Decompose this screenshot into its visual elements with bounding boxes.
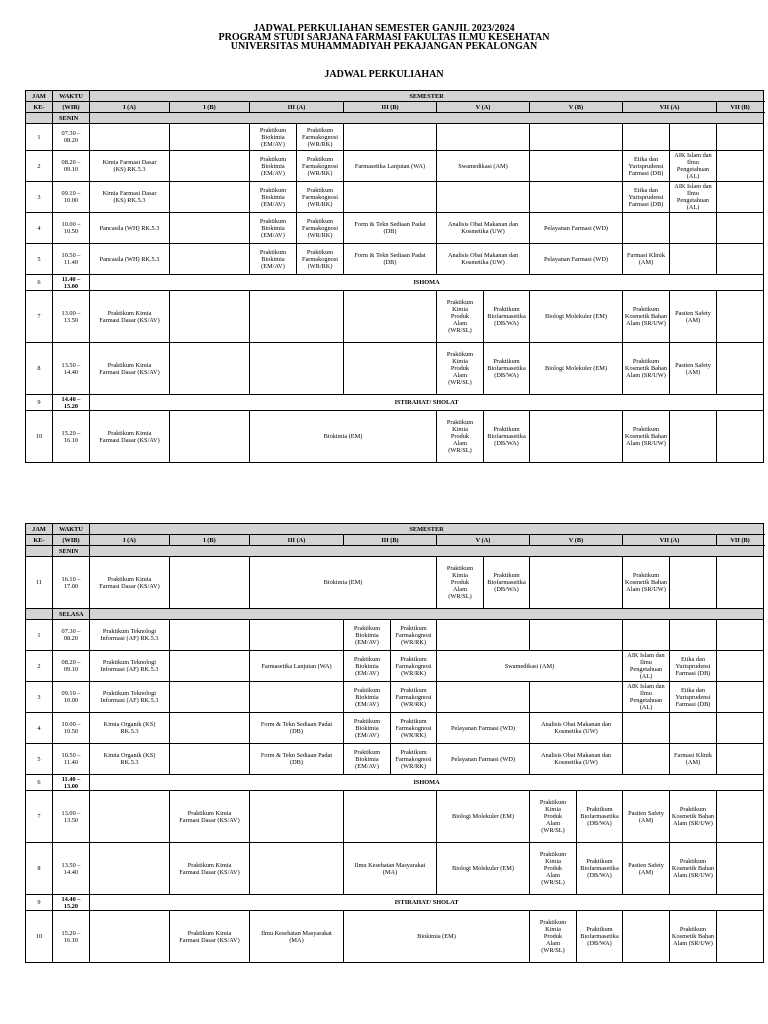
waktu-cell: 10.50 – 11.40 xyxy=(53,744,90,775)
course-cell: Etika dan Yurisprudensi Farmasi (DB) xyxy=(623,182,670,213)
break-row xyxy=(26,775,764,791)
empty-cell xyxy=(344,343,437,395)
course-cell: Biologi Molekuler (EM) xyxy=(530,291,623,343)
course-cell: Farmasetika Lanjutan (WA) xyxy=(344,151,437,182)
break-row xyxy=(26,275,764,291)
waktu-cell: 13.50 – 14.40 xyxy=(53,343,90,395)
course-cell: Farmasi Klinik (AM) xyxy=(623,244,670,275)
course-cell: Praktikum Farmakognosi (WR/RK) xyxy=(297,124,344,151)
course-cell: Praktikum Kimia Farmasi Dasar (KS/AV) xyxy=(170,791,250,843)
empty-cell xyxy=(670,713,717,744)
empty-cell xyxy=(717,911,764,963)
empty-cell xyxy=(170,151,250,182)
empty-cell xyxy=(344,791,437,843)
course-cell: Analisis Obat Makanan dan Kosmetika (UW) xyxy=(437,213,530,244)
waktu-header: WAKTU xyxy=(53,524,90,535)
empty-cell xyxy=(717,182,764,213)
empty-cell xyxy=(344,124,437,151)
jam-cell: 6 xyxy=(26,275,53,291)
empty-cell xyxy=(170,213,250,244)
waktu-cell: 11.40 – 13.00 xyxy=(53,775,90,791)
table-row xyxy=(26,411,764,463)
semester-col-header: III (B) xyxy=(344,535,437,546)
empty-cell xyxy=(170,620,250,651)
course-cell: Praktikum Kimia Farmasi Dasar (KS/AV) xyxy=(90,557,170,609)
semester-col-header: V (A) xyxy=(437,535,530,546)
course-cell: Kimia Organik (KS) RK.5.3 xyxy=(90,744,170,775)
empty-cell xyxy=(623,713,670,744)
empty-cell xyxy=(90,843,170,895)
break-label: ISTIRAHAT/ SHOLAT xyxy=(90,895,764,911)
empty-cell xyxy=(717,791,764,843)
course-cell: Praktikum Kimia Farmasi Dasar (KS/AV) xyxy=(90,343,170,395)
header-row xyxy=(26,102,764,113)
empty-cell xyxy=(670,124,717,151)
day-fill xyxy=(90,113,764,124)
jam-cell: 1 xyxy=(26,124,53,151)
empty-cell xyxy=(437,182,530,213)
semester-col-header: VII (B) xyxy=(717,102,764,113)
empty-cell xyxy=(717,213,764,244)
jam-cell: 2 xyxy=(26,651,53,682)
jam-cell: 8 xyxy=(26,343,53,395)
course-cell: Praktikum Farmakognosi (WR/RK) xyxy=(391,744,437,775)
waktu-cell: 14.40 – 15.20 xyxy=(53,895,90,911)
course-cell: Praktikum Farmakognosi (WR/RK) xyxy=(297,151,344,182)
course-cell: Biologi Molekuler (EM) xyxy=(437,791,530,843)
day-spacer xyxy=(26,609,53,620)
course-cell: Praktikum Kimia Farmasi Dasar (KS/AV) xyxy=(170,843,250,895)
empty-cell xyxy=(170,682,250,713)
day-spacer xyxy=(26,546,53,557)
waktu-header: WAKTU xyxy=(53,91,90,102)
course-cell: Etika dan Yurisprudensi Farmasi (DB) xyxy=(670,682,717,713)
course-cell: Praktikum Biokimia (EM/AV) xyxy=(344,744,391,775)
course-cell: Ilmu Kesehatan Masyarakat (MA) xyxy=(250,911,344,963)
course-cell: Farmasi Klinik (AM) xyxy=(670,744,717,775)
table-row xyxy=(26,213,764,244)
title-line-2: PROGRAM STUDI SARJANA FARMASI FAKULTAS ILMU KESEHATAN xyxy=(218,32,550,43)
semester-col-header: V (B) xyxy=(530,102,623,113)
course-cell: Praktikum Kimia Farmasi Dasar (KS/AV) xyxy=(90,411,170,463)
semester-col-header: III (A) xyxy=(250,535,344,546)
semester-col-header: VII (A) xyxy=(623,102,717,113)
empty-cell xyxy=(250,682,344,713)
empty-cell xyxy=(717,620,764,651)
empty-cell xyxy=(530,682,623,713)
jam-cell: 7 xyxy=(26,291,53,343)
empty-cell xyxy=(530,620,623,651)
table-row xyxy=(26,791,764,843)
table-row xyxy=(26,124,764,151)
empty-cell xyxy=(344,182,437,213)
empty-cell xyxy=(530,124,623,151)
jam-header: JAM xyxy=(26,524,53,535)
empty-cell xyxy=(530,411,623,463)
empty-cell xyxy=(344,291,437,343)
break-label: ISTIRAHAT/ SHOLAT xyxy=(90,395,764,411)
empty-cell xyxy=(717,244,764,275)
empty-cell xyxy=(170,713,250,744)
course-cell: Praktikum Biofarmasetika (DB/WA) xyxy=(577,843,623,895)
empty-cell xyxy=(717,651,764,682)
jam-cell: 4 xyxy=(26,213,53,244)
empty-cell xyxy=(717,713,764,744)
empty-cell xyxy=(250,343,344,395)
course-cell: Praktikum Teknologi Informasi (AF) RK.5.3 xyxy=(90,651,170,682)
course-cell: Praktikum Biofarmasetika (DB/WA) xyxy=(484,557,530,609)
course-cell: Biologi Molekuler (EM) xyxy=(437,843,530,895)
course-cell: Pelayanan Farmasi (WD) xyxy=(530,213,623,244)
empty-cell xyxy=(717,744,764,775)
empty-cell xyxy=(250,843,344,895)
course-cell: Pelayanan Farmasi (WD) xyxy=(437,713,530,744)
course-cell: Pastien Safety (AM) xyxy=(670,291,717,343)
course-cell: Praktikum Teknologi Informasi (AF) RK.5.3 xyxy=(90,620,170,651)
day-row xyxy=(26,113,764,124)
wib-header: (WIB) xyxy=(53,102,90,113)
empty-cell xyxy=(717,151,764,182)
break-label: ISHOMA xyxy=(90,275,764,291)
course-cell: Biologi Molekuler (EM) xyxy=(530,343,623,395)
course-cell: Praktikum Kosmetik Bahan Alam (SR/UW) xyxy=(623,343,670,395)
table-row xyxy=(26,713,764,744)
empty-cell xyxy=(250,620,344,651)
empty-cell xyxy=(717,343,764,395)
waktu-cell: 10.50 – 11.40 xyxy=(53,244,90,275)
course-cell: Praktikum Farmakognosi (WR/RK) xyxy=(391,620,437,651)
course-cell: Analisis Obat Makanan dan Kosmetika (UW) xyxy=(530,713,623,744)
empty-cell xyxy=(170,651,250,682)
empty-cell xyxy=(170,244,250,275)
waktu-cell: 10.00 – 10.50 xyxy=(53,713,90,744)
semester-col-header: V (A) xyxy=(437,102,530,113)
break-label: ISHOMA xyxy=(90,775,764,791)
course-cell: Praktikum Kimia Produk Alam (WR/SL) xyxy=(437,291,484,343)
schedule-table-1 xyxy=(25,90,764,463)
waktu-cell: 16.10 – 17.00 xyxy=(53,557,90,609)
wib-header: (WIB) xyxy=(53,535,90,546)
jam-cell: 5 xyxy=(26,244,53,275)
course-cell: Etika dan Yurisprudensi Farmasi (DB) xyxy=(623,151,670,182)
day-spacer xyxy=(26,113,53,124)
jam-cell: 10 xyxy=(26,911,53,963)
course-cell: Praktikum Kimia Produk Alam (WR/SL) xyxy=(530,791,577,843)
empty-cell xyxy=(530,557,623,609)
course-cell: Pelayanan Farmasi (WD) xyxy=(530,244,623,275)
table-row xyxy=(26,151,764,182)
empty-cell xyxy=(717,843,764,895)
empty-cell xyxy=(670,411,717,463)
course-cell: Pastien Safety (AM) xyxy=(623,791,670,843)
jam-cell: 4 xyxy=(26,713,53,744)
jam-cell: 3 xyxy=(26,682,53,713)
course-cell: Praktikum Kosmetik Bahan Alam (SR/UW) xyxy=(670,911,717,963)
course-cell: Praktikum Kimia Produk Alam (WR/SL) xyxy=(530,911,577,963)
empty-cell xyxy=(170,182,250,213)
waktu-cell: 15.20 – 16.10 xyxy=(53,911,90,963)
header-row xyxy=(26,91,764,102)
waktu-cell: 10.00 – 10.50 xyxy=(53,213,90,244)
empty-cell xyxy=(623,124,670,151)
empty-cell xyxy=(623,911,670,963)
jam-cell: 9 xyxy=(26,395,53,411)
semester-header: SEMESTER xyxy=(90,524,764,535)
course-cell: Praktikum Farmakognosi (WR/RK) xyxy=(391,682,437,713)
empty-cell xyxy=(250,791,344,843)
course-cell: Praktikum Biokimia (EM/AV) xyxy=(344,651,391,682)
schedule-subtitle: JADWAL PERKULIAHAN xyxy=(324,69,444,80)
waktu-cell: 13.00 – 13.50 xyxy=(53,791,90,843)
waktu-cell: 13.50 – 14.40 xyxy=(53,843,90,895)
course-cell: Praktikum Biokimia (EM/AV) xyxy=(344,620,391,651)
semester-col-header: III (A) xyxy=(250,102,344,113)
empty-cell xyxy=(170,557,250,609)
document-title xyxy=(0,24,768,51)
table-row xyxy=(26,651,764,682)
course-cell: Kimia Farmasi Dasar (KS) RK.5.3 xyxy=(90,182,170,213)
course-cell: Praktikum Farmakognosi (WR/RK) xyxy=(297,213,344,244)
day-row xyxy=(26,546,764,557)
jam-cell: 6 xyxy=(26,775,53,791)
course-cell: Praktikum Biofarmasetika (DB/WA) xyxy=(484,291,530,343)
course-cell: Pastien Safety (AM) xyxy=(670,343,717,395)
course-cell: Swamedikasi (AM) xyxy=(437,151,530,182)
ke-header: KE- xyxy=(26,102,53,113)
course-cell: Pelayanan Farmasi (WD) xyxy=(437,744,530,775)
empty-cell xyxy=(670,620,717,651)
waktu-cell: 07.30 – 08.20 xyxy=(53,124,90,151)
course-cell: Praktikum Farmakognosi (WR/RK) xyxy=(297,244,344,275)
table-row xyxy=(26,557,764,609)
course-cell: Praktikum Kimia Farmasi Dasar (KS/AV) xyxy=(170,911,250,963)
course-cell: Praktikum Kimia Produk Alam (WR/SL) xyxy=(437,411,484,463)
empty-cell xyxy=(170,291,250,343)
jam-cell: 2 xyxy=(26,151,53,182)
waktu-cell: 08.20 – 09.10 xyxy=(53,151,90,182)
table-row xyxy=(26,843,764,895)
course-cell: Kimia Organik (KS) RK.5.3 xyxy=(90,713,170,744)
course-cell: Praktikum Biofarmasetika (DB/WA) xyxy=(577,791,623,843)
empty-cell xyxy=(170,343,250,395)
jam-cell: 9 xyxy=(26,895,53,911)
jam-cell: 11 xyxy=(26,557,53,609)
day-name: SELASA xyxy=(53,609,90,620)
empty-cell xyxy=(670,557,717,609)
empty-cell xyxy=(717,682,764,713)
empty-cell xyxy=(170,411,250,463)
course-cell: Praktikum Kimia Produk Alam (WR/SL) xyxy=(437,557,484,609)
table-row xyxy=(26,182,764,213)
course-cell: Praktikum Farmakognosi (WR/RK) xyxy=(391,713,437,744)
title-line-3: UNIVERSITAS MUHAMMADIYAH PEKAJANGAN PEKALONGAN xyxy=(230,41,538,52)
semester-col-header: I (A) xyxy=(90,102,170,113)
course-cell: Praktikum Biokimia (EM/AV) xyxy=(344,713,391,744)
schedule-table-2 xyxy=(25,523,764,963)
course-cell: AIK Islam dan Ilmu Pengetahuan (AL) xyxy=(670,151,717,182)
jam-cell: 1 xyxy=(26,620,53,651)
empty-cell xyxy=(717,557,764,609)
break-row xyxy=(26,395,764,411)
empty-cell xyxy=(437,682,530,713)
empty-cell xyxy=(90,911,170,963)
semester-col-header: V (B) xyxy=(530,535,623,546)
course-cell: Analisis Obat Makanan dan Kosmetika (UW) xyxy=(530,744,623,775)
course-cell: Pastien Safety (AM) xyxy=(623,843,670,895)
course-cell: Praktikum Biofarmasetika (DB/WA) xyxy=(577,911,623,963)
table-row xyxy=(26,291,764,343)
course-cell: Ilmu Kesehatan Masyarakat (MA) xyxy=(344,843,437,895)
course-cell: Farmasetika Lanjutan (WA) xyxy=(250,651,344,682)
empty-cell xyxy=(670,213,717,244)
table-row xyxy=(26,682,764,713)
course-cell: Kimia Farmasi Dasar (KS) RK.5.3 xyxy=(90,151,170,182)
ke-header: KE- xyxy=(26,535,53,546)
course-cell: Praktikum Biofarmasetika (DB/WA) xyxy=(484,343,530,395)
empty-cell xyxy=(170,744,250,775)
semester-col-header: I (B) xyxy=(170,102,250,113)
empty-cell xyxy=(530,151,623,182)
empty-cell xyxy=(530,182,623,213)
table-row xyxy=(26,343,764,395)
jam-cell: 8 xyxy=(26,843,53,895)
course-cell: AIK Islam dan Ilmu Pengetahuan (AL) xyxy=(623,651,670,682)
semester-col-header: VII (B) xyxy=(717,535,764,546)
course-cell: Praktikum Biokimia (EM/AV) xyxy=(250,124,297,151)
course-cell: AIK Islam dan Ilmu Pengetahuan (AL) xyxy=(623,682,670,713)
empty-cell xyxy=(250,291,344,343)
empty-cell xyxy=(717,124,764,151)
course-cell: Praktikum Kosmetik Bahan Alam (SR/UW) xyxy=(623,411,670,463)
course-cell: Praktikum Kimia Produk Alam (WR/SL) xyxy=(530,843,577,895)
course-cell: Praktikum Farmakognosi (WR/RK) xyxy=(297,182,344,213)
header-row xyxy=(26,524,764,535)
course-cell: Praktikum Biokimia (EM/AV) xyxy=(250,244,297,275)
empty-cell xyxy=(623,744,670,775)
course-cell: Praktikum Farmakognosi (WR/RK) xyxy=(391,651,437,682)
course-cell: Praktikum Kosmetik Bahan Alam (SR/UW) xyxy=(670,843,717,895)
table-row xyxy=(26,744,764,775)
waktu-cell: 09.10 – 10.00 xyxy=(53,682,90,713)
waktu-cell: 09.10 – 10.00 xyxy=(53,182,90,213)
day-name: SENIN xyxy=(53,113,90,124)
course-cell: AIK Islam dan Ilmu Pengetahuan (AL) xyxy=(670,182,717,213)
course-cell: Praktikum Biokimia (EM/AV) xyxy=(250,182,297,213)
course-cell: Praktikum Kimia Produk Alam (WR/SL) xyxy=(437,343,484,395)
break-row xyxy=(26,895,764,911)
course-cell: Pancasila (WH) RK.5.3 xyxy=(90,213,170,244)
table-row xyxy=(26,911,764,963)
waktu-cell: 14.40 – 15.20 xyxy=(53,395,90,411)
course-cell: Biokimia (EM) xyxy=(250,411,437,463)
empty-cell xyxy=(90,791,170,843)
waktu-cell: 11.40 – 13.00 xyxy=(53,275,90,291)
semester-col-header: III (B) xyxy=(344,102,437,113)
jam-cell: 3 xyxy=(26,182,53,213)
course-cell: Praktikum Teknologi Informasi (AF) RK.5.3 xyxy=(90,682,170,713)
empty-cell xyxy=(90,124,170,151)
day-fill xyxy=(90,546,764,557)
course-cell: Analisis Obat Makanan dan Kosmetika (UW) xyxy=(437,244,530,275)
course-cell: Praktikum Biokimia (EM/AV) xyxy=(250,213,297,244)
empty-cell xyxy=(437,124,530,151)
course-cell: Praktikum Kosmetik Bahan Alam (SR/UW) xyxy=(623,557,670,609)
course-cell: Praktikum Kosmetik Bahan Alam (SR/UW) xyxy=(623,291,670,343)
course-cell: Praktikum Biokimia (EM/AV) xyxy=(344,682,391,713)
course-cell: Etika dan Yurisprudensi Farmasi (DB) xyxy=(670,651,717,682)
course-cell: Form & Tekn Sediaan Padat (DB) xyxy=(250,744,344,775)
jam-cell: 10 xyxy=(26,411,53,463)
table-row xyxy=(26,244,764,275)
course-cell: Praktikum Kimia Farmasi Dasar (KS/AV) xyxy=(90,291,170,343)
day-fill xyxy=(90,609,764,620)
course-cell: Praktikum Biofarmasetika (DB/WA) xyxy=(484,411,530,463)
jam-cell: 5 xyxy=(26,744,53,775)
empty-cell xyxy=(670,244,717,275)
course-cell: Biokimia (EM) xyxy=(344,911,530,963)
semester-col-header: I (A) xyxy=(90,535,170,546)
empty-cell xyxy=(623,620,670,651)
day-row xyxy=(26,609,764,620)
course-cell: Biokimia (EM) xyxy=(250,557,437,609)
table-row xyxy=(26,620,764,651)
empty-cell xyxy=(717,411,764,463)
waktu-cell: 07.30 – 08.20 xyxy=(53,620,90,651)
course-cell: Pancasila (WH) RK.5.3 xyxy=(90,244,170,275)
empty-cell xyxy=(437,620,530,651)
semester-col-header: I (B) xyxy=(170,535,250,546)
course-cell: Swamedikasi (AM) xyxy=(437,651,623,682)
empty-cell xyxy=(717,291,764,343)
empty-cell xyxy=(623,213,670,244)
course-cell: Form & Tekn Sediaan Padat (DB) xyxy=(344,213,437,244)
waktu-cell: 08.20 – 09.10 xyxy=(53,651,90,682)
course-cell: Form & Tekn Sediaan Padat (DB) xyxy=(344,244,437,275)
day-name: SENIN xyxy=(53,546,90,557)
jam-header: JAM xyxy=(26,91,53,102)
course-cell: Praktikum Kosmetik Bahan Alam (SR/UW) xyxy=(670,791,717,843)
semester-col-header: VII (A) xyxy=(623,535,717,546)
waktu-cell: 15.20 – 16.10 xyxy=(53,411,90,463)
waktu-cell: 13.00 – 13.50 xyxy=(53,291,90,343)
semester-header: SEMESTER xyxy=(90,91,764,102)
empty-cell xyxy=(170,124,250,151)
header-row xyxy=(26,535,764,546)
course-cell: Praktikum Biokimia (EM/AV) xyxy=(250,151,297,182)
jam-cell: 7 xyxy=(26,791,53,843)
course-cell: Form & Tekn Sediaan Padat (DB) xyxy=(250,713,344,744)
title-line-1: JADWAL PERKULIAHAN SEMESTER GANJIL 2023/2024 xyxy=(253,23,515,34)
